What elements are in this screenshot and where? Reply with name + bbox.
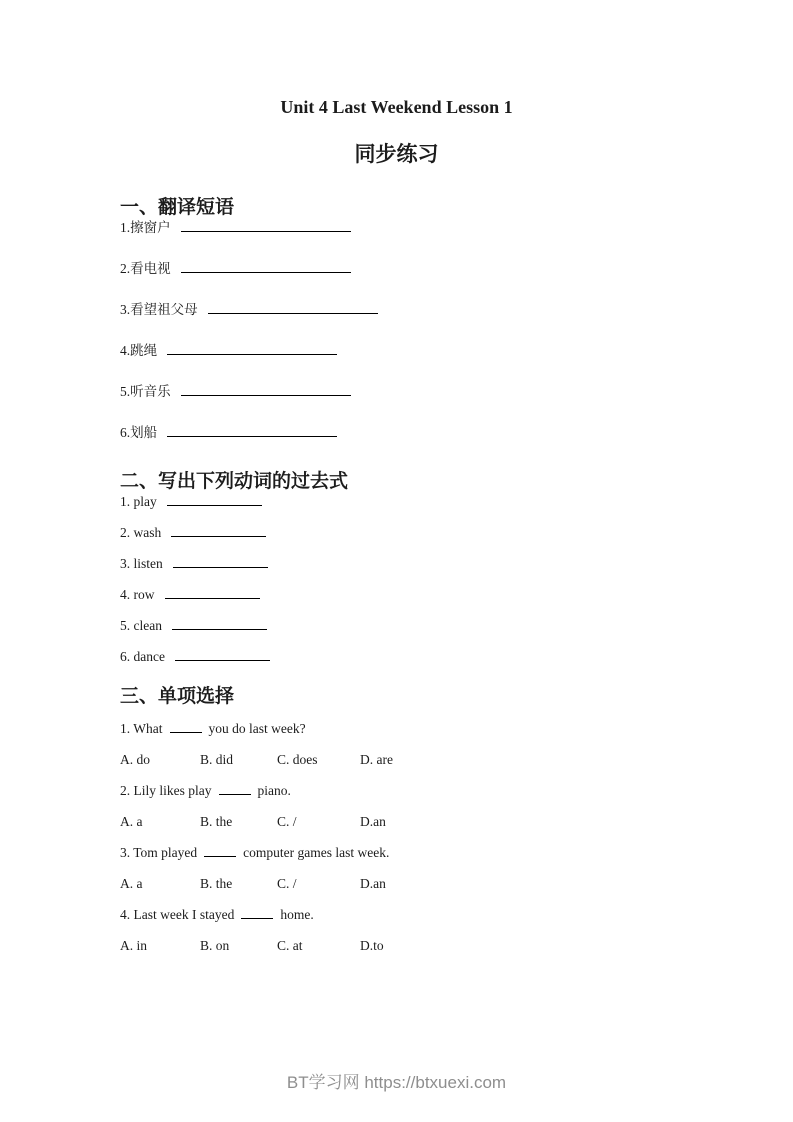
option-c: C. at [277,938,303,953]
answer-blank [167,424,337,437]
translate-item [120,301,673,319]
translate-item-label: 5.听音乐 [120,384,171,399]
answer-blank [175,648,270,661]
document-title: Unit 4 Last Weekend Lesson 1 [280,97,513,117]
past-tense-item-label: 1. play [120,494,157,509]
option-a: A. a [120,814,143,829]
translate-item [120,342,673,360]
translate-item-label: 3.看望祖父母 [120,302,198,317]
answer-blank [208,301,378,314]
option-b: B. the [200,814,233,829]
option-a: A. do [120,752,150,767]
past-tense-item [120,648,673,665]
translate-item [120,219,673,237]
answer-blank [165,586,260,599]
options-line [120,937,673,954]
question-text-before: 2. Lily likes play [120,783,212,798]
answer-blank [181,260,351,273]
answer-blank [181,219,351,232]
question-text-after: you do last week? [208,721,306,736]
option-b: B. on [200,938,230,953]
question-text-before: 4. Last week I stayed [120,907,235,922]
multiple-choice-block [120,720,673,954]
answer-blank [173,555,268,568]
past-tense-item [120,617,673,634]
translate-item [120,383,673,401]
past-tense-item [120,524,673,541]
past-tense-item-label: 2. wash [120,525,162,540]
option-d: D.to [360,938,384,953]
past-tense-item [120,493,673,510]
question-text-before: 1. What [120,721,163,736]
site-watermark: BT学习网 https://btxuexi.com [286,1073,507,1092]
past-tense-item [120,586,673,603]
answer-blank [170,720,202,733]
option-d: D.an [360,814,386,829]
answer-blank [219,782,251,795]
options-line [120,813,673,830]
option-c: C. does [277,752,318,767]
translate-item [120,260,673,278]
answer-blank [167,493,262,506]
question-line [120,782,673,799]
translate-item-label: 1.擦窗户 [120,220,171,235]
answer-blank [204,844,236,857]
translate-item [120,424,673,442]
question-text-after: piano. [257,783,291,798]
option-c: C. / [277,876,297,891]
past-tense-item-label: 6. dance [120,649,165,664]
option-b: B. did [200,752,234,767]
section3-heading: 三、单项选择 [120,686,235,707]
translate-item-label: 2.看电视 [120,261,171,276]
answer-blank [167,342,337,355]
document-subtitle: 同步练习 [354,143,439,166]
option-d: D. are [360,752,393,767]
answer-blank [171,524,266,537]
question-line [120,906,673,923]
section1-heading: 一、翻译短语 [120,197,235,218]
option-a: A. a [120,876,143,891]
past-tense-item-label: 4. row [120,587,155,602]
translate-item-label: 6.划船 [120,425,158,440]
question-text-before: 3. Tom played [120,845,198,860]
question-text-after: home. [280,907,314,922]
answer-blank [181,383,351,396]
section2-heading: 二、写出下列动词的过去式 [120,471,349,492]
options-line [120,751,673,768]
question-line [120,844,673,861]
option-b: B. the [200,876,233,891]
translate-item-label: 4.跳绳 [120,343,158,358]
question-line [120,720,673,737]
past-tense-item [120,555,673,572]
question-text-after: computer games last week. [243,845,390,860]
options-line [120,875,673,892]
option-a: A. in [120,938,147,953]
answer-blank [172,617,267,630]
option-d: D.an [360,876,386,891]
past-tense-item-label: 3. listen [120,556,163,571]
option-c: C. / [277,814,297,829]
past-tense-item-label: 5. clean [120,618,162,633]
answer-blank [241,906,273,919]
